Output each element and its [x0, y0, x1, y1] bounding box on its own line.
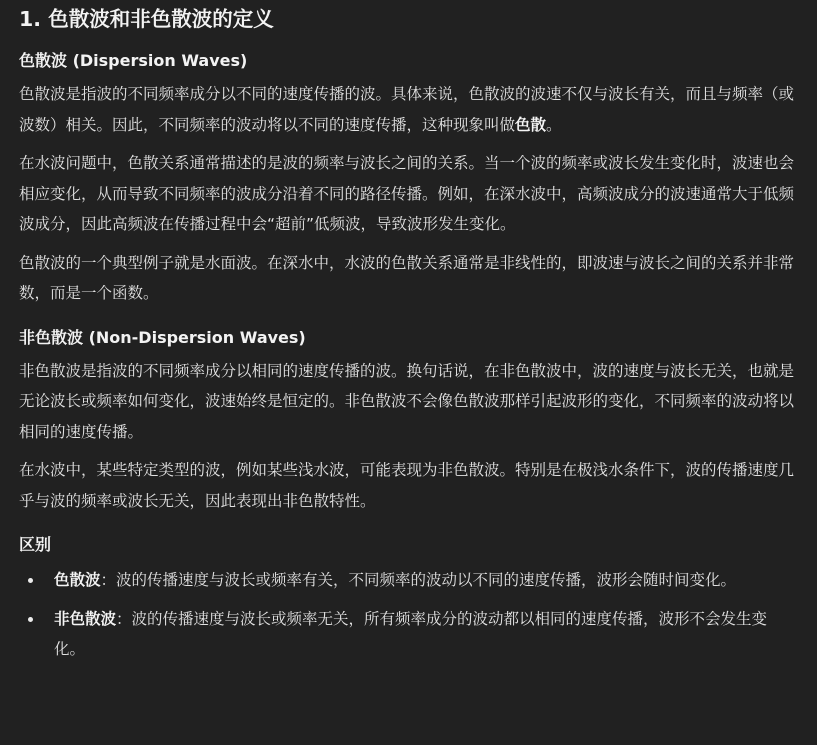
- dispersion-paragraph-1-text: 色散波是指波的不同频率成分以不同的速度传播的波。具体来说，色散波的波速不仅与波长有关，而且与频率（或波数）相关。因此，不同频率的波动将以不同的速度传播，这种现象叫做: [19, 85, 795, 134]
- list-item-text: ：波的传播速度与波长或频率有关，不同频率的波动以不同的速度传播，波形会随时间变化。: [100, 571, 737, 589]
- difference-list: [19, 565, 797, 665]
- non-dispersion-paragraph-2: 在水波中，某些特定类型的波，例如某些浅水波，可能表现为非色散波。特别是在极浅水条件下，波的传播速度几乎与波的频率或波长无关，因此表现出非色散特性。: [19, 461, 795, 510]
- bullet-icon: [28, 617, 33, 622]
- dispersion-paragraph-1-end: 。: [546, 115, 562, 134]
- list-item-term: 非色散波: [54, 609, 117, 628]
- non-dispersion-section: [19, 326, 797, 517]
- dispersion-paragraph-3: 色散波的一个典型例子就是水面波。在深水中，水波的色散关系通常是非线性的，即波速与波长之间的关系并非常数，而是一个函数。: [19, 253, 795, 302]
- bullet-icon: [28, 578, 33, 583]
- list-item-term: 色散波: [54, 571, 101, 589]
- non-dispersion-heading: 非色散波 (Non-Dispersion Waves): [19, 327, 306, 347]
- page-title: 1. 色散波和非色散波的定义: [19, 7, 274, 31]
- difference-heading: 区别: [19, 535, 52, 554]
- dispersion-paragraph-2: 在水波问题中，色散关系通常描述的是波的频率与波长之间的关系。当一个波的频率或波长发生变化时，波速也会相应变化，从而导致不同频率的波成分沿着不同的路径传播。例如，在深水波中，高频波成分的波速通常大于低频波成分，因此高频波在传播过程中会“超前”低频波，导致波形发生变化。: [19, 154, 795, 233]
- dispersion-section: [19, 49, 797, 309]
- list-item: [19, 565, 797, 596]
- list-item: [19, 604, 797, 665]
- dispersion-bold-term: 色散: [515, 115, 547, 134]
- dispersion-paragraph-1: [19, 79, 797, 140]
- difference-section: [19, 533, 797, 665]
- dispersion-heading: 色散波 (Dispersion Waves): [19, 51, 248, 70]
- list-item-text: ：波的传播速度与波长或频率无关，所有频率成分的波动都以相同的速度传播，波形不会发生变化。: [54, 609, 768, 658]
- non-dispersion-paragraph-1: 非色散波是指波的不同频率成分以相同的速度传播的波。换句话说，在非色散波中，波的速度与波长无关，也就是无论波长或频率如何变化，波速始终是恒定的。非色散波不会像色散波那样引起波形的变化，不同频率的波动将以相同的速度传播。: [19, 361, 795, 441]
